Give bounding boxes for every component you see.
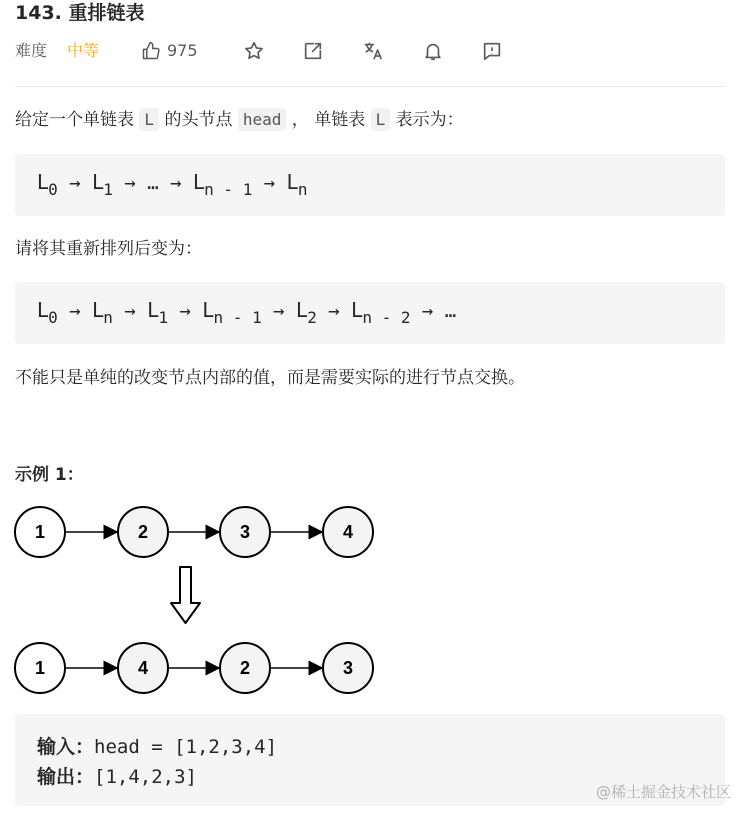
formula-symbol: L xyxy=(296,298,308,322)
example-title: 示例 1： xyxy=(15,465,84,485)
text: 表示为： xyxy=(390,110,464,130)
translate-icon[interactable] xyxy=(362,40,384,62)
formula-operator: → … xyxy=(410,300,457,322)
formula-operator: → xyxy=(168,300,203,322)
list-after xyxy=(15,643,373,693)
formula-subscript: 1 xyxy=(103,180,113,199)
formula-symbol: L xyxy=(351,298,363,322)
formula-symbol: L xyxy=(193,170,205,194)
formula-reordered-list xyxy=(37,298,456,327)
formula-block-2 xyxy=(15,282,725,344)
list-node-value: 1 xyxy=(34,522,46,542)
formula-operator: → xyxy=(57,172,93,194)
list-before xyxy=(15,507,373,557)
formula-operator: → … → xyxy=(112,172,193,194)
formula-operator: → xyxy=(57,300,93,322)
code-L: L xyxy=(139,108,159,131)
list-node-value: 4 xyxy=(342,522,354,542)
formula-symbol: L xyxy=(92,298,104,322)
description-paragraph-3: 不能只是单纯的改变节点内部的值，而是需要实际的进行节点交换。 xyxy=(15,368,525,388)
formula-operator: → xyxy=(261,300,297,322)
text: 的头节点 xyxy=(159,110,238,130)
header-divider xyxy=(15,86,725,87)
formula-symbol: L xyxy=(202,298,214,322)
code-head: head xyxy=(238,108,287,131)
like-button[interactable] xyxy=(141,38,198,64)
example-input xyxy=(37,732,277,759)
list-node-value: 3 xyxy=(239,522,251,542)
list-node-value: 2 xyxy=(137,522,149,542)
example-output xyxy=(37,762,197,789)
down-arrow-icon xyxy=(171,567,200,623)
formula-operator: → xyxy=(316,300,352,322)
text: 给定一个单链表 xyxy=(15,110,140,130)
thumbs-up-icon xyxy=(141,41,161,61)
problem-meta xyxy=(15,38,535,64)
formula-subscript: 0 xyxy=(48,308,58,327)
formula-subscript: 1 xyxy=(158,308,169,327)
output-value: [1,4,2,3] xyxy=(94,766,197,788)
star-icon[interactable] xyxy=(243,40,265,62)
formula-subscript: n xyxy=(103,308,113,327)
linked-list-diagram xyxy=(0,495,400,700)
list-node-value: 3 xyxy=(342,658,354,678)
formula-symbol: L xyxy=(37,298,49,322)
feedback-icon[interactable] xyxy=(481,40,503,62)
problem-title: 143. 重排链表 xyxy=(15,2,145,24)
formula-subscript: n xyxy=(297,180,308,199)
list-node-value: 4 xyxy=(137,658,149,678)
formula-subscript: 0 xyxy=(48,180,58,199)
description-paragraph-2: 请将其重新排列后变为： xyxy=(15,239,202,259)
formula-original-list xyxy=(37,170,307,199)
formula-symbol: L xyxy=(37,170,49,194)
like-count: 975 xyxy=(167,41,198,60)
formula-subscript: n - 2 xyxy=(362,308,411,327)
formula-subscript: 2 xyxy=(307,308,317,327)
formula-symbol: L xyxy=(286,170,298,194)
list-node-value: 1 xyxy=(34,658,46,678)
description-paragraph-1 xyxy=(15,107,464,133)
formula-operator: → xyxy=(112,300,148,322)
formula-operator: → xyxy=(252,172,287,194)
output-label: 输出： xyxy=(37,766,95,788)
bell-icon[interactable] xyxy=(422,40,444,62)
share-icon[interactable] xyxy=(302,40,324,62)
formula-symbol: L xyxy=(92,170,104,194)
formula-block-1 xyxy=(15,154,725,216)
text: ， 单链表 xyxy=(286,110,371,130)
input-value: head = [1,2,3,4] xyxy=(94,736,278,758)
formula-subscript: n - 1 xyxy=(204,180,253,199)
input-label: 输入： xyxy=(37,736,95,758)
formula-symbol: L xyxy=(147,298,159,322)
list-node-value: 2 xyxy=(239,658,251,678)
formula-subscript: n - 1 xyxy=(213,308,262,327)
watermark: @稀土掘金技术社区 xyxy=(595,783,731,801)
difficulty-label: 难度 xyxy=(15,41,48,60)
difficulty-value: 中等 xyxy=(67,41,100,60)
code-L: L xyxy=(371,108,391,131)
